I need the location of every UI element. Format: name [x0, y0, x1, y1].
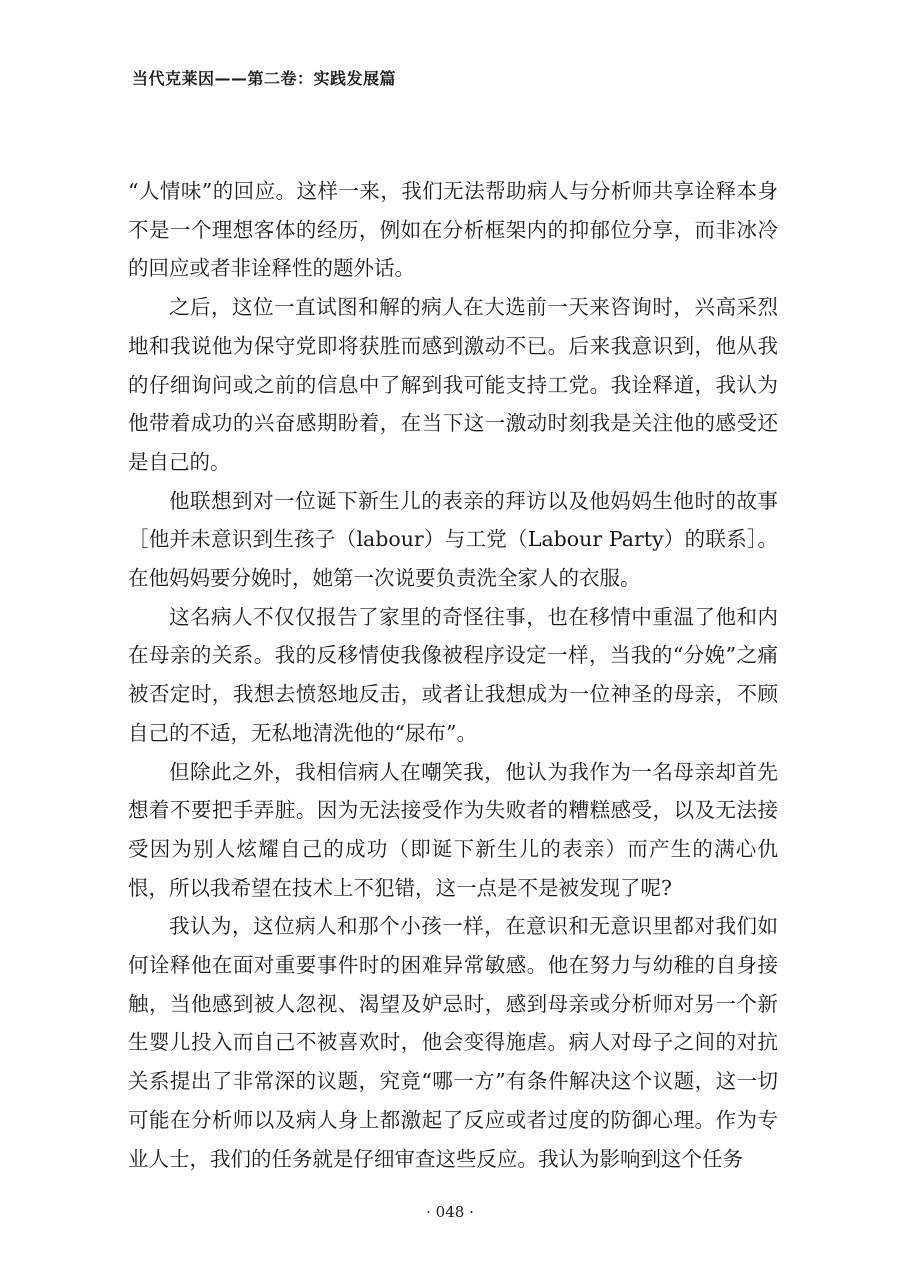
paragraph: 但除此之外，我相信病人在嘲笑我，他认为我作为一名母亲却首先想着不要把手弄脏。因为无法接受作为失败者的糟糕感受，以及无法接受因为别人炫耀自己的成功（即诞下新生儿的表亲）而产生的满心仇恨，所以我希望在技术上不犯错，这一点是不是被发现了呢?: [128, 759, 778, 900]
paragraph-continuation: “人情味”的回应。这样一来，我们无法帮助病人与分析师共享诠释本身不是一个理想客体的经历，例如在分析框架内的抑郁位分享，而非冰冷的回应或者非诠释性的题外话。: [128, 179, 778, 281]
page-number: · 048 ·: [426, 1203, 474, 1221]
paragraph: 之后，这位一直试图和解的病人在大选前一天来咨询时，兴高采烈地和我说他为保守党即将获胜而感到激动不已。后来我意识到，他从我的仔细询问或之前的信息中了解到我可能支持工党。我诠释道，我认为他带着成功的兴奋感期盼着，在当下这一激动时刻我是关注他的感受还是自己的。: [128, 295, 778, 474]
paragraph: 我认为，这位病人和那个小孩一样，在意识和无意识里都对我们如何诠释他在面对重要事件时的困难异常敏感。他在努力与幼稚的自身接触，当他感到被人忽视、渴望及妒忌时，感到母亲或分析师对另一个新生婴儿投入而自己不被喜欢时，他会变得施虐。病人对母子之间的对抗关系提出了非常深的议题，究竟“哪一方”有条件解决这个议题，这一切可能在分析师以及病人身上都激起了反应或者过度的防御心理。作为专业人士，我们的任务就是仔细审查这些反应。我认为影响到这个任务: [128, 914, 778, 1171]
paragraph: 这名病人不仅仅报告了家里的奇怪往事，也在移情中重温了他和内在母亲的关系。我的反移情使我像被程序设定一样，当我的“分娩”之痛被否定时，我想去愤怒地反击，或者让我想成为一位神圣的母亲，不顾自己的不适，无私地清洗他的“尿布”。: [128, 604, 778, 745]
paragraph: 他联想到对一位诞下新生儿的表亲的拜访以及他妈妈生他时的故事［他并未意识到生孩子（labour）与工党（Labour Party）的联系］。在他妈妈要分娩时，她第一次说要负责洗全家人的衣服。: [128, 488, 778, 591]
body-text: [128, 172, 778, 1178]
running-header: 当代克莱因——第二卷：实践发展篇: [132, 69, 397, 88]
